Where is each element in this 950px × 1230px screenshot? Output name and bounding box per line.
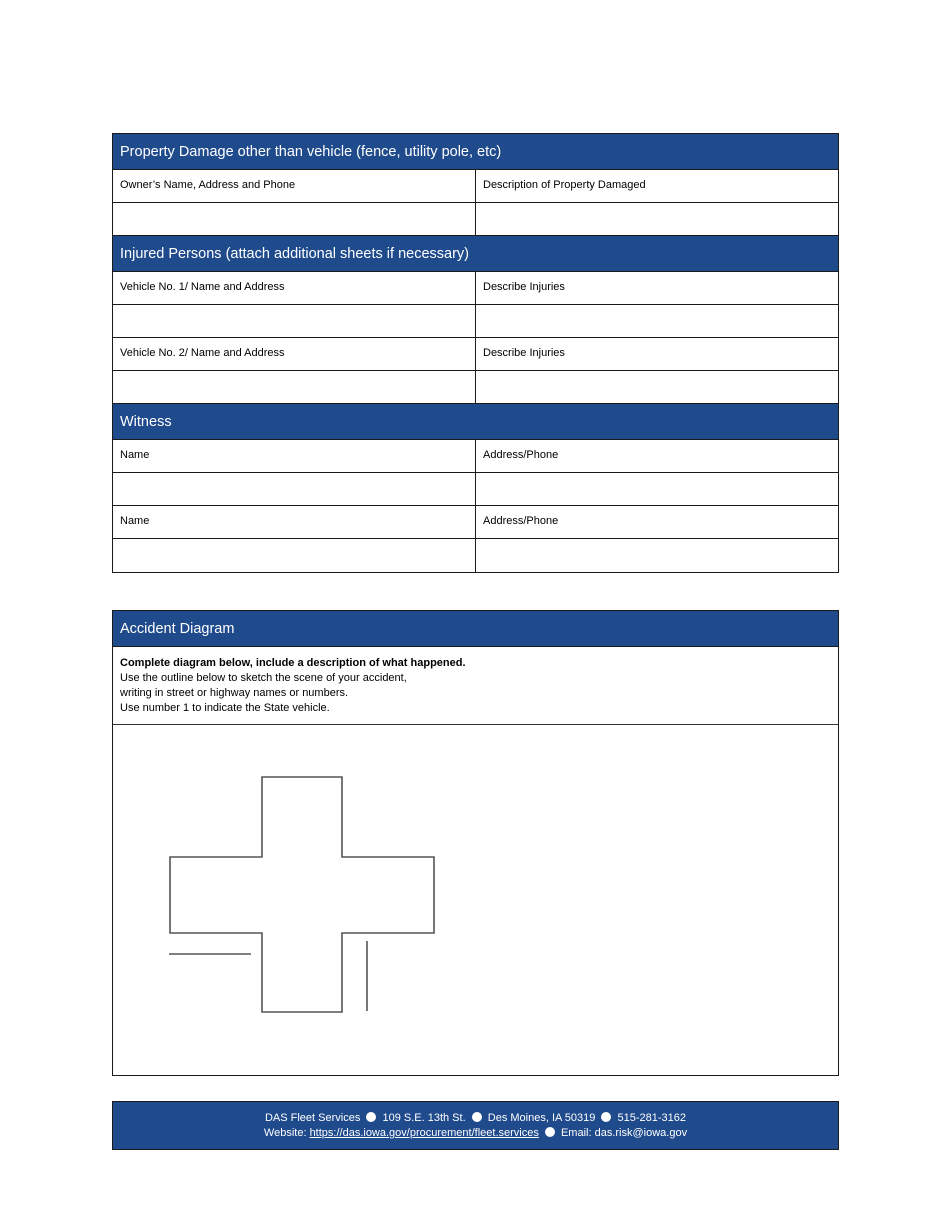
owner-info-field[interactable] (113, 203, 476, 235)
vehicle1-name-label: Vehicle No. 1/ Name and Address (113, 272, 476, 304)
footer-website-label: Website: (263, 1127, 307, 1139)
vehicle1-injuries-label: Describe Injuries (483, 281, 565, 293)
vehicle1-label-row (113, 272, 838, 305)
witness2-name-field[interactable] (113, 539, 476, 572)
witness1-label-row (113, 440, 838, 473)
vehicle2-injuries-label: Describe Injuries (483, 347, 565, 359)
footer-email-label: Email: (560, 1127, 592, 1139)
bullet-icon (545, 1127, 555, 1137)
vehicle1-injuries-field[interactable] (476, 305, 838, 337)
footer-phone: 515-281-3162 (617, 1112, 687, 1124)
contact-footer (112, 1101, 839, 1150)
property-damage-input-row (113, 203, 838, 236)
witness1-address-field[interactable] (476, 473, 838, 505)
witness-header: Witness (113, 404, 838, 440)
vehicle1-name-field[interactable] (113, 305, 476, 337)
bullet-icon (601, 1112, 611, 1122)
diagram-instruction-line-2: writing in street or highway names or numbers. (120, 687, 349, 699)
property-description-label: Description of Property Damaged (483, 179, 646, 191)
diagram-instruction-line-1: Use the outline below to sketch the scene of your accident, (120, 672, 407, 684)
diagram-instruction-bold: Complete diagram below, include a description of what happened. (120, 657, 466, 669)
footer-street: 109 S.E. 13th St. (382, 1112, 466, 1124)
bullet-icon (366, 1112, 376, 1122)
vehicle2-input-row (113, 371, 838, 404)
witness2-name-label: Name (113, 506, 476, 538)
property-damage-label-row (113, 170, 838, 203)
owner-info-label: Owner’s Name, Address and Phone (113, 170, 476, 202)
footer-web-line (113, 1126, 838, 1141)
witness2-address-label: Address/Phone (483, 515, 559, 527)
witness2-label-row (113, 506, 838, 539)
footer-email[interactable]: das.risk@iowa.gov (594, 1127, 688, 1139)
intersection-outline (113, 725, 837, 1075)
witness2-input-row (113, 539, 838, 572)
footer-address-line (113, 1111, 838, 1126)
witness1-name-label: Name (113, 440, 476, 472)
footer-city: Des Moines, IA 50319 (487, 1112, 596, 1124)
diagram-instruction-line-3: Use number 1 to indicate the State vehicle. (120, 702, 330, 714)
accident-diagram-header: Accident Diagram (113, 611, 838, 647)
injured-persons-header: Injured Persons (attach additional sheets if necessary) (113, 236, 838, 272)
vehicle2-name-label: Vehicle No. 2/ Name and Address (113, 338, 476, 370)
witness1-input-row (113, 473, 838, 506)
intersection-cross-outline (170, 777, 434, 1012)
footer-website-link[interactable]: https://das.iowa.gov/procurement/fleet.services (309, 1127, 539, 1139)
footer-org: DAS Fleet Services (264, 1112, 361, 1124)
property-damage-header: Property Damage other than vehicle (fence, utility pole, etc) (113, 134, 838, 170)
accident-report-table (112, 133, 839, 573)
diagram-instructions (113, 647, 838, 725)
witness1-address-label: Address/Phone (483, 449, 559, 461)
bullet-icon (472, 1112, 482, 1122)
diagram-drawing-area[interactable] (113, 725, 838, 1075)
vehicle1-input-row (113, 305, 838, 338)
property-description-field[interactable] (476, 203, 838, 235)
vehicle2-name-field[interactable] (113, 371, 476, 403)
vehicle2-label-row (113, 338, 838, 371)
vehicle2-injuries-field[interactable] (476, 371, 838, 403)
accident-diagram-section (112, 610, 839, 1076)
witness1-name-field[interactable] (113, 473, 476, 505)
witness2-address-field[interactable] (476, 539, 838, 572)
